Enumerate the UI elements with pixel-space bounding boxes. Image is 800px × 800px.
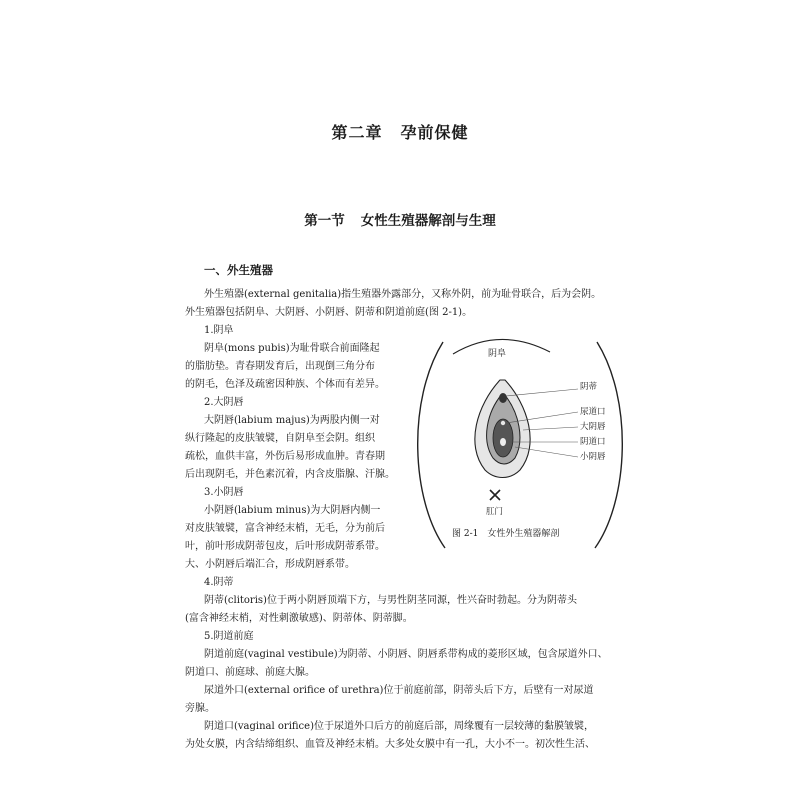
label-labia-majora: 大阴唇 <box>580 422 606 432</box>
label-clitoris: 阴蒂 <box>580 382 598 392</box>
paragraph-line: 外生殖器包括阴阜、大阴唇、小阴唇、阴蒂和阴道前庭(图 2-1)。 <box>185 307 473 318</box>
subheading: 一、外生殖器 <box>204 263 273 277</box>
label-mons: 阴阜 <box>488 349 507 359</box>
paragraph-line: 小阴唇(labium minus)为大阴唇内侧一 <box>204 505 381 516</box>
urethral-opening <box>501 421 505 425</box>
section-number: 第一节 <box>304 213 345 229</box>
paragraph-line: 阴蒂(clitoris)位于两小阴唇顶端下方，与男性阴茎同源，性兴奋时勃起。分为阴蒂头 <box>204 595 577 606</box>
chapter-name: 孕前保健 <box>400 123 469 142</box>
paragraph-line: 叶，前叶形成阴蒂包皮，后叶形成阴蒂系带。 <box>185 541 385 552</box>
anus-mark <box>490 490 500 500</box>
paragraph-line: 阴道口(vaginal orifice)位于尿道外口后方的前庭后部，周缘覆有一层较薄的黏膜皱襞， <box>204 721 594 732</box>
label-urethra: 尿道口 <box>580 407 606 417</box>
left-thigh-outline <box>418 342 445 548</box>
paragraph-line: 尿道外口(external orifice of urethra)位于前庭前部，阴蒂头后下方，后壁有一对尿道 <box>204 685 594 696</box>
label-vagina: 阴道口 <box>580 437 606 447</box>
paragraph-line: 纵行隆起的皮肤皱襞，自阴阜至会阴。组织 <box>185 433 375 444</box>
item-heading: 5.阴道前庭 <box>204 631 254 642</box>
figure-caption: 图 2-1 女性外生殖器解剖 <box>452 529 560 539</box>
paragraph-line: 大、小阴唇后端汇合，形成阴唇系带。 <box>185 559 355 570</box>
paragraph-line: 对皮肤皱襞，富含神经末梢，无毛，分为前后 <box>185 523 385 534</box>
paragraph-line: 外生殖器(external genitalia)指生殖器外露部分，又称外阴，前为耻骨联合，后为会阴。 <box>204 289 602 300</box>
paragraph-line: 的阴毛，色泽及疏密因种族、个体而有差异。 <box>185 379 385 390</box>
label-anus: 肛门 <box>486 507 504 517</box>
paragraph-line: 疏松，血供丰富，外伤后易形成血肿。青春期 <box>185 451 385 462</box>
leader-labia-majora <box>523 427 578 430</box>
anatomy-figure <box>415 330 635 550</box>
leader-clitoris <box>506 389 578 396</box>
paragraph-line: 阴道前庭(vaginal vestibule)为阴蒂、小阴唇、阴唇系带构成的菱形区域，包含尿道外口、 <box>204 649 608 660</box>
label-labia-minora: 小阴唇 <box>580 452 606 462</box>
paragraph-line: 为处女膜，内含结缔组织、血管及神经末梢。大多处女膜中有一孔，大小不一。初次性生活、 <box>185 739 595 750</box>
item-heading: 3.小阴唇 <box>204 487 244 498</box>
item-heading: 4.阴蒂 <box>204 577 234 588</box>
paragraph-line: 阴阜(mons pubis)为耻骨联合前面隆起 <box>204 343 380 354</box>
section-name: 女性生殖器解剖与生理 <box>360 213 496 229</box>
paragraph-line: 的脂肪垫。青春期发育后，出现倒三角分布 <box>185 361 375 372</box>
chapter-title <box>0 120 800 143</box>
chapter-number: 第二章 <box>331 123 383 142</box>
paragraph-line: 阴道口、前庭球、前庭大腺。 <box>185 667 315 678</box>
paragraph-line: 后出现阴毛，并色素沉着，内含皮脂腺、汗腺。 <box>185 469 395 480</box>
item-heading: 1.阴阜 <box>204 325 234 336</box>
item-heading: 2.大阴唇 <box>204 397 244 408</box>
paragraph-line: (富含神经末梢，对性刺激敏感)、阴蒂体、阴蒂脚。 <box>185 613 413 624</box>
paragraph-line: 大阴唇(labium majus)为两股内侧一对 <box>204 415 380 426</box>
vaginal-opening <box>500 438 506 446</box>
clitoris-shape <box>499 393 507 403</box>
section-title <box>0 209 800 229</box>
paragraph-line: 旁腺。 <box>185 703 215 714</box>
